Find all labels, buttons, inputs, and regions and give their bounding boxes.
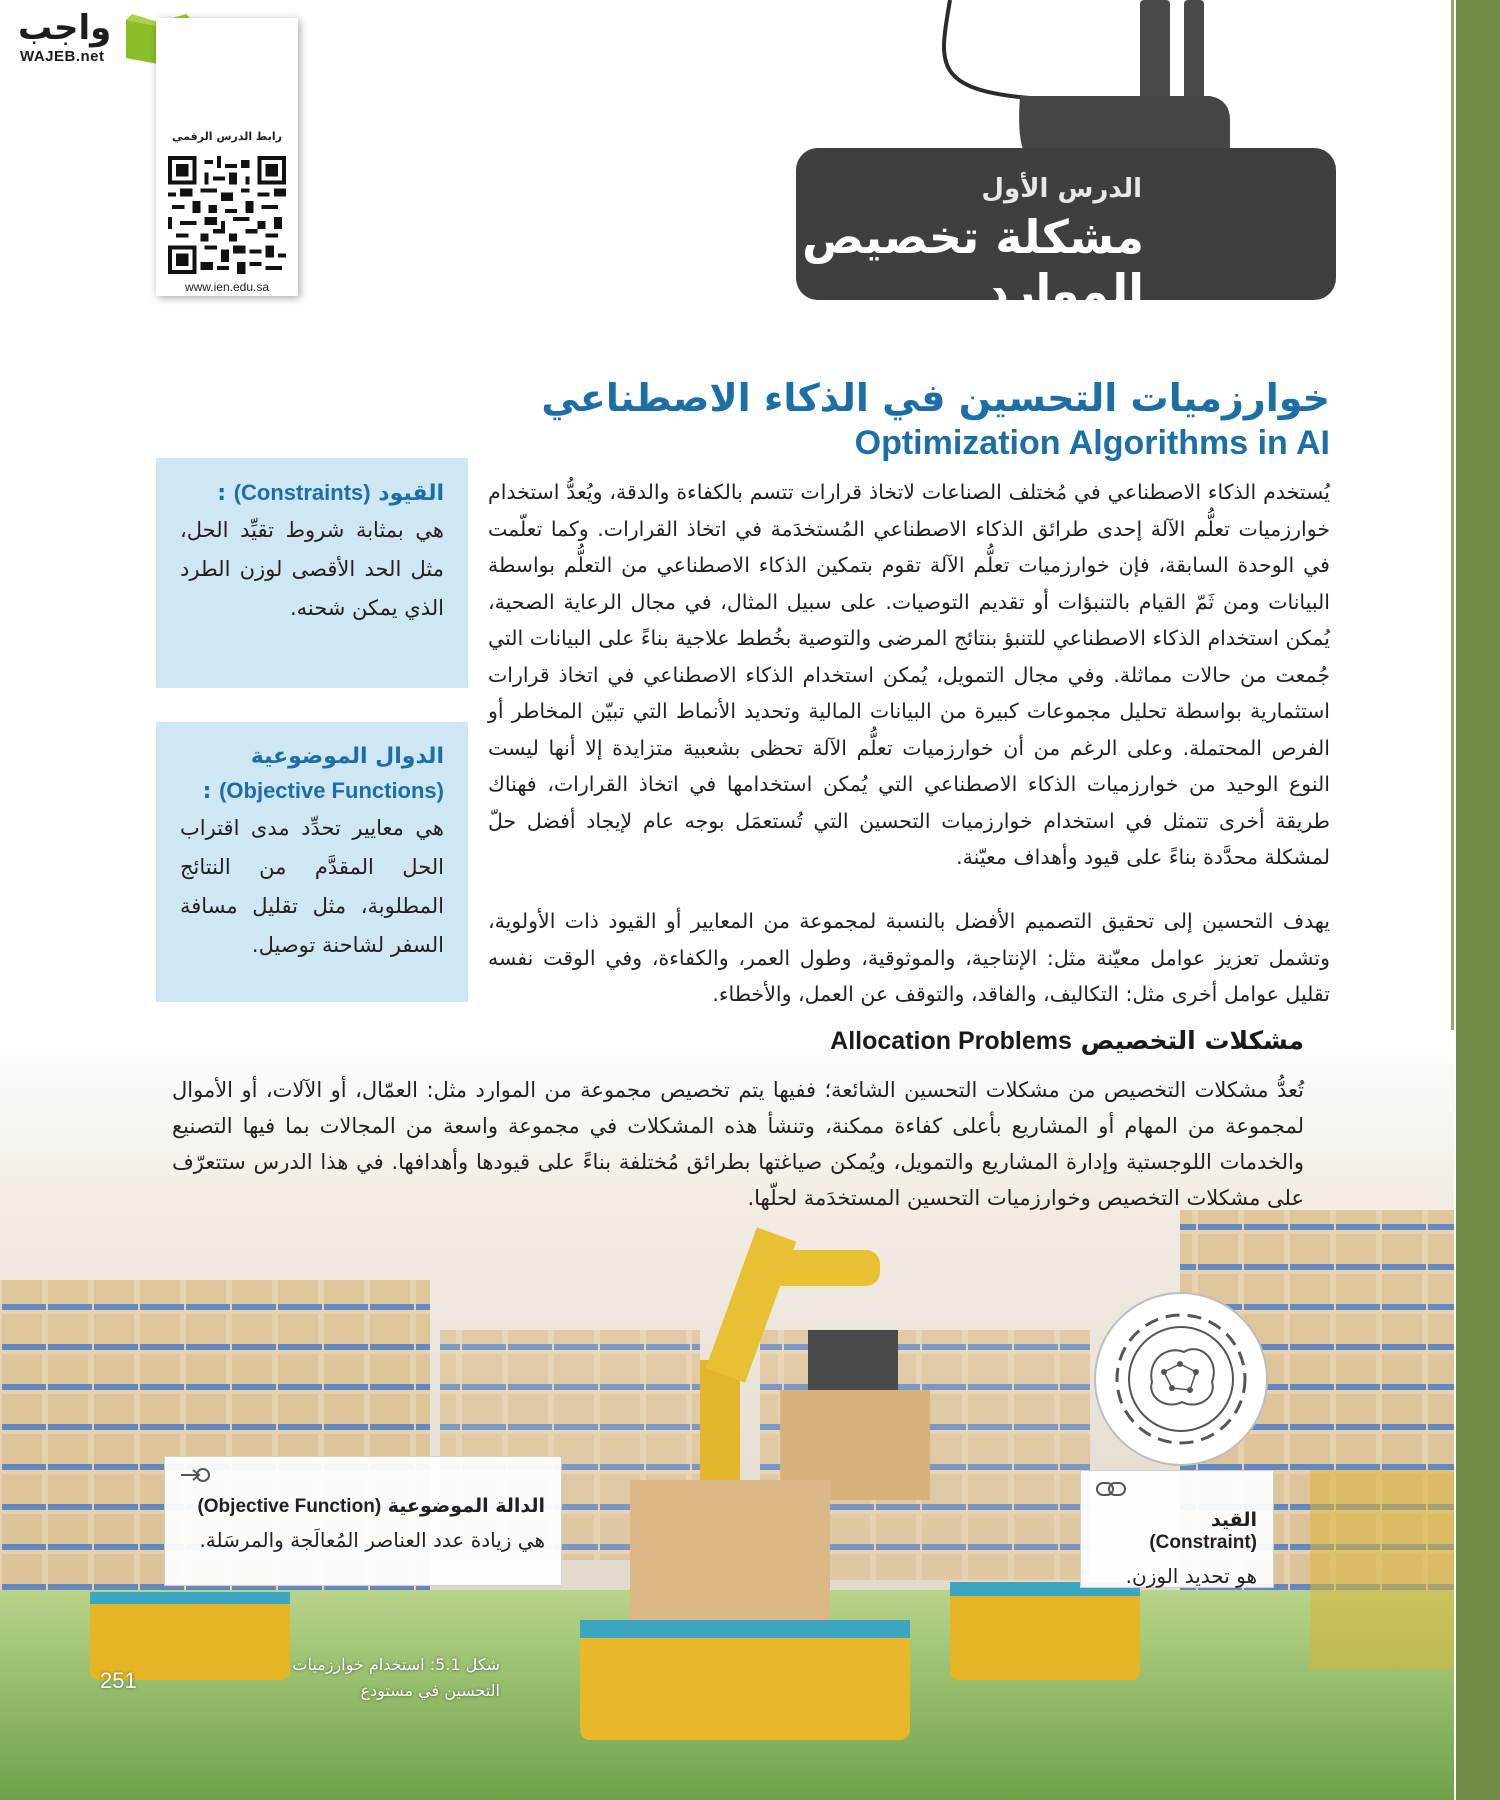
constraint-callout-title-ar: القيد bbox=[1210, 1509, 1257, 1531]
constraints-title-ar: القيود bbox=[378, 481, 444, 506]
constraint-callout-title-en: (Constraint) bbox=[1149, 1532, 1257, 1553]
constraint-callout bbox=[1080, 1470, 1274, 1588]
lesson-banner bbox=[790, 0, 1340, 318]
constraints-box-heading bbox=[180, 476, 444, 511]
qr-card bbox=[156, 18, 298, 296]
objective-callout-title-ar: الدالة الموضوعية bbox=[387, 1495, 545, 1517]
constraints-colon: : bbox=[217, 481, 227, 506]
allocation-heading bbox=[830, 1026, 1304, 1056]
intro-paragraph: يُستخدم الذكاء الاصطناعي في مُختلف الصناعات لاتخاذ قرارات تتسم بالكفاءة والدقة، ويُعدُّ استخدام خوارزميات تعلُّم الآلة إحدى طرائق الذكاء الاصطناعي المُستخدَمة في اتخاذ القرارات. وكما تعلّمت في الوحدة السابقة، فإن خوارزميات تعلُّم الآلة تقوم بتمكين الذكاء الاصطناعي من التعلُّم بواسطة البيانات ومن ثَمّ القيام بالتنبؤات أو تقديم التوصيات. على سبيل المثال، في مجال الرعاية الصحية، يُمكن استخدام الذكاء الاصطناعي للتنبؤ بنتائج المرضى والتوصية بخُطط علاجية بناءً على البيانات التي جُمعت من حالات مماثلة. وفي مجال التمويل، يُمكن استخدام الذكاء الاصطناعي في اتخاذ قرارات استثمارية بواسطة تحليل مجموعات كبيرة من البيانات المالية وتحديد الأنماط التي تبيّن المخاطر أو الفرص المحتملة. وعلى الرغم من أن خوارزميات تعلُّم الآلة تحظى بشعبية متزايدة إلا أنها ليست النوع الوحيد من خوارزميات الذكاء الاصطناعي التي يُمكن استخدامها في اتخاذ القرارات، فهناك طريقة أخرى تتمثل في استخدام خوارزميات التحسين التي تُستعمَل بوجه عام لإيجاد أفضل حلّ لمشكلة محدَّدة بناءً على قيود وأهداف معيّنة. bbox=[488, 480, 1330, 869]
page-number: 251 bbox=[100, 1668, 137, 1693]
objective-box-heading-ar: الدوال الموضوعية bbox=[250, 744, 444, 769]
qr-url[interactable]: www.ien.edu.sa bbox=[184, 280, 270, 294]
lesson-title: مشكلة تخصيص الموارد bbox=[801, 210, 1144, 318]
goal-paragraph: يهدف التحسين إلى تحقيق التصميم الأفضل بالنسبة لمجموعة من المعايير أو القيود ذات الأولوية، وتشمل تعزيز عوامل معيّنة مثل: الإنتاجية، والموثوقية، وطول العمر، والكفاءة، وفي الوقت نفسه تقليل عوامل أخرى مثل: التكاليف، والفاقد، والتوقف عن العمل، والأخطاء. bbox=[488, 909, 1330, 1006]
page-edge-bar bbox=[1456, 0, 1500, 1800]
objective-box-heading-en-row bbox=[180, 774, 444, 809]
objective-definition-text: هي معايير تحدِّد مدى اقتراب الحل المقدَّم من النتائج المطلوبة، مثل تقليل مسافة السفر لشاحنة توصيل. bbox=[180, 816, 444, 957]
section-title-ar: خوارزميات التحسين في الذكاء الاصطناعي bbox=[541, 376, 1330, 420]
qr-code-icon[interactable] bbox=[168, 156, 286, 274]
objective-colon: : bbox=[202, 779, 212, 804]
figure-caption: شكل 5.1: استخدام خوارزميات التحسين في مستودع bbox=[292, 1655, 500, 1700]
objective-function-callout bbox=[164, 1456, 562, 1586]
constraints-definition-box bbox=[156, 458, 468, 688]
lesson-label: الدرس الأول bbox=[981, 174, 1142, 204]
section-title-en: Optimization Algorithms in AI bbox=[854, 424, 1330, 462]
logo-word: واجب bbox=[18, 8, 112, 48]
objective-functions-definition-box bbox=[156, 722, 468, 1002]
constraints-definition-text: هي بمثابة شروط تقيِّد الحل، مثل الحد الأقصى لوزن الطرد الذي يمكن شحنه. bbox=[180, 518, 444, 620]
qr-caption: رابط الدرس الرقمي bbox=[172, 130, 282, 143]
allocation-paragraph: تُعدُّ مشكلات التخصيص من مشكلات التحسين الشائعة؛ ففيها يتم تخصيص مجموعة من الموارد مثل: العمّال، أو الآلات، أو الأموال لمجموعة من المهام أو المشاريع بأعلى كفاءة ممكنة، وتنشأ هذه المشكلات في مجموعة واسعة من المجالات بما فيها التصنيع والخدمات اللوجستية وإدارة المشاريع والتمويل، ويُمكن صياغتها بطرائق مُختلفة بناءً على قيودها وأهدافها. في هذا الدرس ستتعرّف على مشكلات التخصيص وخوارزميات التحسين المستخدَمة لحلّها. bbox=[172, 1078, 1304, 1210]
constraint-callout-text: هو تحديد الوزن. bbox=[1125, 1564, 1257, 1588]
objective-callout-text: هي زيادة عدد العناصر المُعالَجة والمرسَلة. bbox=[199, 1528, 545, 1552]
constraint-callout-heading bbox=[1097, 1509, 1257, 1554]
link-icon bbox=[1095, 1479, 1127, 1499]
objective-callout-title-en: (Objective Function) bbox=[197, 1496, 382, 1517]
objective-callout-heading bbox=[181, 1495, 545, 1518]
logo-domain: WAJEB.net bbox=[20, 48, 105, 65]
allocation-heading-ar: مشكلات التخصيص bbox=[1080, 1026, 1304, 1055]
objective-title-en: (Objective Functions) bbox=[219, 778, 444, 803]
allocation-heading-en: Allocation Problems bbox=[830, 1027, 1072, 1055]
constraints-title-en: (Constraints) bbox=[233, 480, 371, 505]
arrow-right-icon bbox=[179, 1465, 211, 1485]
ai-brain-gear-icon bbox=[1092, 1290, 1270, 1468]
